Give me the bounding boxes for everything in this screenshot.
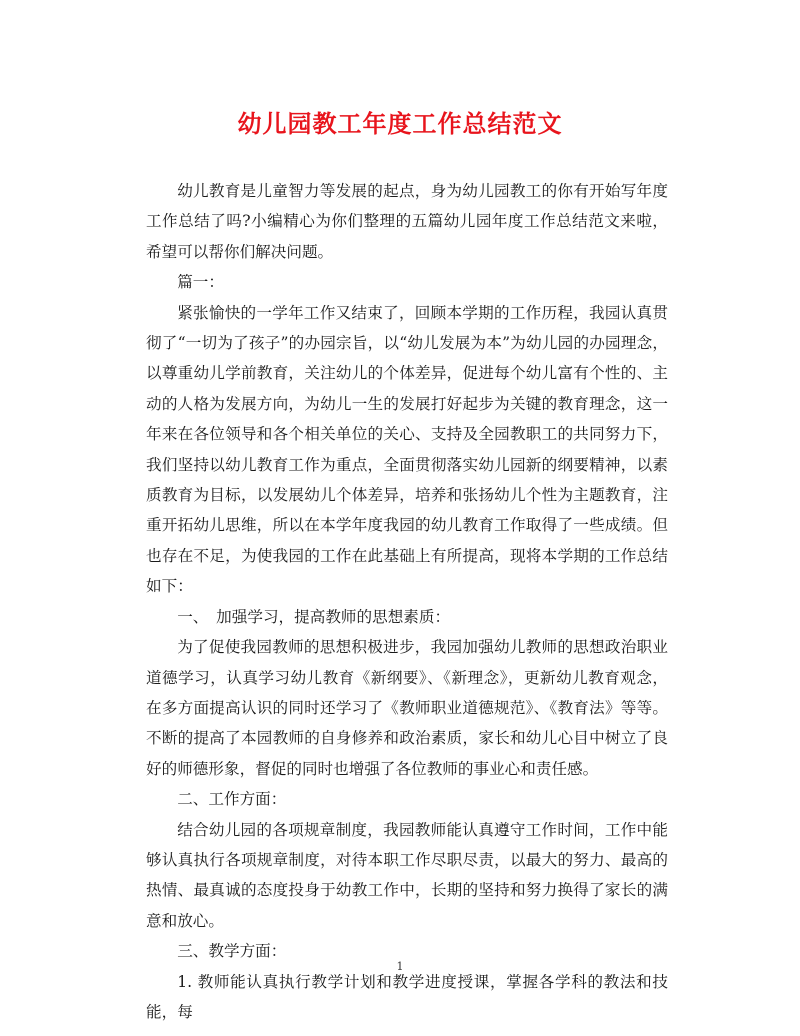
teaching-item-1: 1. 教师能认真执行教学计划和教学进度授课，掌握各学科的教法和技能，每	[146, 972, 668, 1021]
heading-study: 一、 加强学习，提高教师的思想素质：	[177, 607, 451, 626]
heading-work: 二、工作方面：	[177, 790, 287, 809]
heading-teaching: 三、教学方面：	[177, 942, 287, 961]
study-paragraph: 为了促使我园教师的思想积极进步，我园加强幼儿教师的思想政治职业道德学习，认真学习幼儿教育《新纲要》、《新理念》，更新幼儿教育观念，在多方面提高认识的同时还学习了《教师职业道德规范》、《教育法》等等。不断的提高了本园教师的自身修养和政治素质，家长和幼儿心目中树立了良好的师德形象，督促的同时也增强了各位教师的事业心和责任感。	[146, 638, 668, 778]
page-number: 1	[396, 960, 404, 973]
intro-paragraph: 幼儿教育是儿童智力等发展的起点，身为幼儿园教工的你有开始写年度工作总结了吗?小编精心为你们整理的五篇幼儿园年度工作总结范文来啦，希望可以帮你们解决问题。	[146, 182, 668, 261]
document-body	[146, 176, 668, 1027]
work-paragraph: 结合幼儿园的各项规章制度，我园教师能认真遵守工作时间，工作中能够认真执行各项规章制度，对待本职工作尽职尽责，以最大的努力、最高的热情、最真诚的态度投身于幼教工作中，长期的坚持和努力换得了家长的满意和放心。	[146, 820, 668, 930]
summary-paragraph: 紧张愉快的一学年工作又结束了，回顾本学期的工作历程，我园认真贯彻了“一切为了孩子”的办园宗旨，以“幼儿发展为本”为幼儿园的办园理念，以尊重幼儿学前教育，关注幼儿的个体差异，促进每个幼儿富有个性的、主动的人格为发展方向，为幼儿一生的发展打好起步为关键的教育理念，这一年来在各位领导和各个相关单位的关心、支持及全园教职工的共同努力下，我们坚持以幼儿教育工作为重点，全面贯彻落实幼儿园新的纲要精神，以素质教育为目标，以发展幼儿个体差异，培养和张扬幼儿个性为主题教育，注重开拓幼儿思维，所以在本学年度我园的幼儿教育工作取得了一些成绩。但也存在不足，为使我园的工作在此基础上有所提高，现将本学期的工作总结如下：	[146, 303, 668, 596]
document-title: 幼儿园教工年度工作总结范文	[237, 109, 563, 138]
section-label-part-one: 篇一：	[177, 273, 224, 292]
